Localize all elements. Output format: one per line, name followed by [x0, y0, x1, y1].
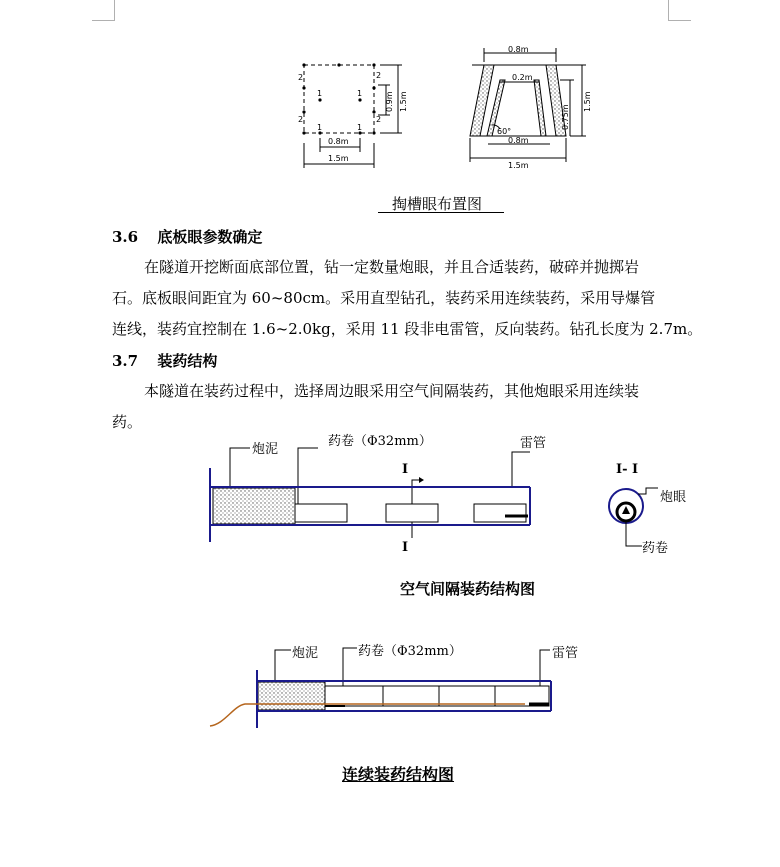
label-charge: 药卷 — [642, 541, 669, 556]
cut-hole-layout-figure — [290, 40, 590, 175]
cut-holes — [302, 63, 375, 134]
dim-label: 0.8m — [508, 136, 529, 145]
section-title: 装药结构 — [157, 352, 218, 370]
dim-label: 0.2m — [512, 73, 533, 82]
hole-label: 1 — [317, 123, 323, 132]
section-title-i-i: I- I — [616, 462, 639, 477]
paragraph-line: 石。底板眼间距宜为 60~80cm。采用直型钻孔，装药采用连续装药，采用导爆管 — [112, 289, 656, 307]
section-heading — [112, 350, 217, 371]
section-heading — [112, 226, 262, 247]
hole-label: 2 — [298, 115, 304, 124]
label-blast-hole: 炮眼 — [660, 490, 687, 505]
section-number: 3.6 — [112, 228, 139, 246]
dim-label: 1.5m — [583, 91, 592, 112]
label-stemming: 炮泥 — [292, 646, 319, 661]
paragraph-floor-holes — [112, 252, 703, 345]
label-detonator: 雷管 — [520, 436, 547, 451]
angle-label: 60° — [497, 127, 512, 136]
corner-mark-top-right — [668, 0, 691, 21]
paragraph-charging — [112, 376, 668, 438]
figure-caption-air-deck: 空气间隔装药结构图 — [400, 580, 536, 598]
hole-label: 2 — [298, 73, 304, 82]
dim-label: 1.5m — [328, 154, 349, 163]
hole-label: 1 — [357, 89, 363, 98]
hole-label: 1 — [317, 89, 323, 98]
paragraph-line: 本隧道在装药过程中，选择周边眼采用空气间隔装药，其他炮眼采用连续装 — [144, 382, 640, 400]
dim-label: 0.8m — [328, 137, 349, 146]
caption-underline — [378, 212, 504, 213]
section-mark-top: I — [402, 462, 409, 477]
label-cartridge: 药卷（Φ32mm） — [328, 434, 432, 449]
dim-label: 1.5m — [508, 161, 529, 170]
dim-label: 0.75m — [561, 104, 570, 130]
section-number: 3.7 — [112, 352, 139, 370]
figure-caption-cut-layout: 掏槽眼布置图 — [392, 195, 483, 213]
section-mark-bottom: I — [402, 540, 409, 555]
label-stemming: 炮泥 — [252, 442, 279, 457]
hole-label: 2 — [376, 115, 382, 124]
section-title: 底板眼参数确定 — [157, 228, 263, 246]
cut-plan-view — [304, 65, 402, 168]
label-cartridge: 药卷（Φ32mm） — [358, 644, 462, 659]
paragraph-line: 药。 — [112, 413, 143, 431]
dim-label: 1.5m — [399, 91, 408, 112]
dim-label: 0.9m — [385, 91, 394, 112]
dim-label: 0.8m — [508, 45, 529, 54]
figure-caption-continuous: 连续装药结构图 — [342, 765, 455, 784]
hole-label: 1 — [357, 123, 363, 132]
corner-mark-top-left — [92, 0, 115, 21]
hole-label: 2 — [376, 71, 382, 80]
label-detonator: 雷管 — [552, 646, 579, 661]
paragraph-line: 在隧道开挖断面底部位置，钻一定数量炮眼，并且合适装药，破碎并抛掷岩 — [144, 258, 640, 276]
paragraph-line: 连线，装药宜控制在 1.6~2.0kg，采用 11 段非电雷管，反向装药。钻孔长度为 2.7m。 — [112, 320, 703, 338]
